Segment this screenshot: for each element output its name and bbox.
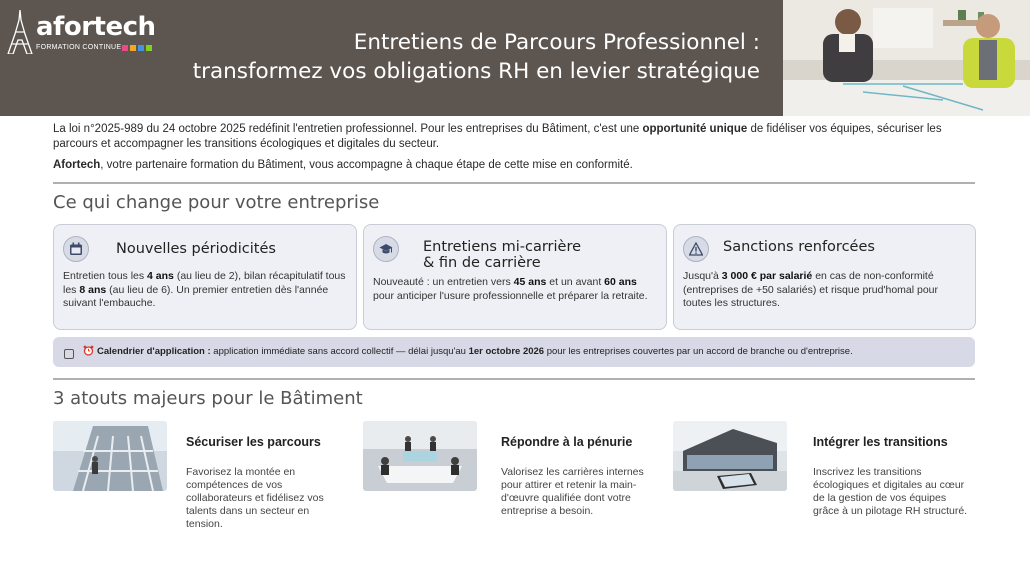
atout-image-meeting [363, 421, 477, 491]
card-text-part: Entretien tous les [63, 270, 148, 282]
card-body [373, 276, 653, 303]
logo-wordmark: afortech [36, 12, 156, 42]
atout-image-building-tablet [673, 421, 787, 491]
intro-text [53, 122, 978, 179]
checkbox-icon [64, 349, 74, 359]
logo-dot [122, 45, 128, 51]
logo-dot [146, 45, 152, 51]
section-title-changes: Ce qui change pour votre entreprise [53, 192, 380, 213]
atout-text: Valorisez les carrières internes pour attirer et retenir la main-d'œuvre qualifiée dont votre entreprise a besoin. [501, 466, 644, 517]
logo-subtitle: FORMATION CONTINUE [36, 44, 122, 51]
logo-color-dots [122, 45, 152, 51]
card-highlight: 8 ans [79, 283, 107, 296]
divider [53, 378, 975, 380]
logo-dot [130, 45, 136, 51]
card-text-part: (au lieu de 2), bilan récapitulatif tous les [63, 270, 346, 296]
intro-brand: Afortech [53, 159, 101, 171]
intro-paragraph-1 [53, 122, 978, 152]
card-text-part: et un avant [546, 276, 605, 288]
atout-image-construction [53, 421, 167, 491]
logo-dot [138, 45, 144, 51]
intro-highlight: opportunité unique [642, 123, 748, 135]
eiffel-tower-icon [6, 10, 34, 54]
atout-text: Favorisez la montée en compétences de vos collaborateurs et fidélisez vos talents dans un secteur en tension. [186, 466, 324, 530]
intro-text-part: de fidéliser vos équipes, sécuriser les parcours et accompagner les transitions écologiques et digitales du secteur. [53, 123, 942, 150]
section-title-atouts: 3 atouts majeurs pour le Bâtiment [53, 388, 363, 409]
divider [53, 182, 975, 184]
intro-text-part: , votre partenaire formation du Bâtiment, vous accompagne à chaque étape de cette mise en conformité. [100, 159, 633, 171]
card-text-part: Nouveauté : un entretien vers [373, 276, 514, 288]
calendar-icon [63, 236, 89, 262]
card-highlight: 60 ans [604, 276, 637, 288]
card-text-part: (au lieu de 6). Un premier entretien dès l'année suivant l'embauche. [63, 283, 329, 309]
card-text-part: Jusqu'à [683, 270, 722, 282]
card-highlight: 3 000 € par salarié [721, 270, 813, 282]
card-highlight: 4 ans [147, 270, 174, 282]
intro-text-part: La loi n°2025-989 du 24 octobre 2025 redéfinit l'entretien professionnel. Pour les entreprises du Bâtiment, c'est une [53, 123, 643, 135]
card-periodicites [53, 224, 357, 330]
card-title: Nouvelles périodicités [116, 241, 276, 257]
banner-text-part: application immédiate sans accord collectif — délai jusqu'au [210, 346, 469, 357]
card-text-part: en cas de non-conformité (entreprises de +50 salariés) et risque prud'homal pour toutes les structures. [683, 270, 939, 309]
page-title-line1: Entretiens de Parcours Professionnel : [353, 30, 760, 55]
card-title: Sanctions renforcées [723, 239, 875, 255]
header-photo-meeting [783, 0, 1030, 116]
card-sanctions [673, 224, 976, 330]
page-title-line2: transformez vos obligations RH en levier stratégique [192, 59, 760, 84]
warning-icon [683, 236, 709, 262]
atout-text: Inscrivez les transitions écologiques et digitales au cœur de la gestion de vos équipes grâce à un pilotage RH structuré. [813, 466, 968, 517]
header-banner [0, 0, 1030, 116]
card-title-line1: Entretiens mi-carrière [423, 239, 582, 255]
calendar-banner [53, 337, 975, 367]
graduation-cap-icon [373, 236, 399, 262]
card-body [63, 270, 347, 311]
card-text-part: pour anticiper l'usure professionnelle et préparer la retraite. [373, 289, 648, 302]
atout-title: Sécuriser les parcours [186, 435, 321, 449]
banner-highlight: 1er octobre 2026 [468, 346, 545, 357]
card-title-line2: & fin de carrière [423, 255, 541, 271]
atout-title: Intégrer les transitions [813, 435, 948, 449]
banner-text-part: pour les entreprises couvertes par un accord de branche ou d'entreprise. [544, 346, 853, 357]
page-title [193, 28, 760, 86]
card-highlight: 45 ans [513, 276, 547, 288]
afortech-logo[interactable] [6, 8, 156, 56]
atout-title: Répondre à la pénurie [501, 435, 633, 449]
alarm-clock-icon [83, 345, 94, 359]
banner-label: Calendrier d'application : [97, 346, 211, 357]
banner-text [83, 345, 853, 359]
card-title [423, 239, 581, 271]
card-mi-carriere [363, 224, 667, 330]
card-body [683, 270, 967, 311]
intro-paragraph-2 [53, 158, 978, 173]
